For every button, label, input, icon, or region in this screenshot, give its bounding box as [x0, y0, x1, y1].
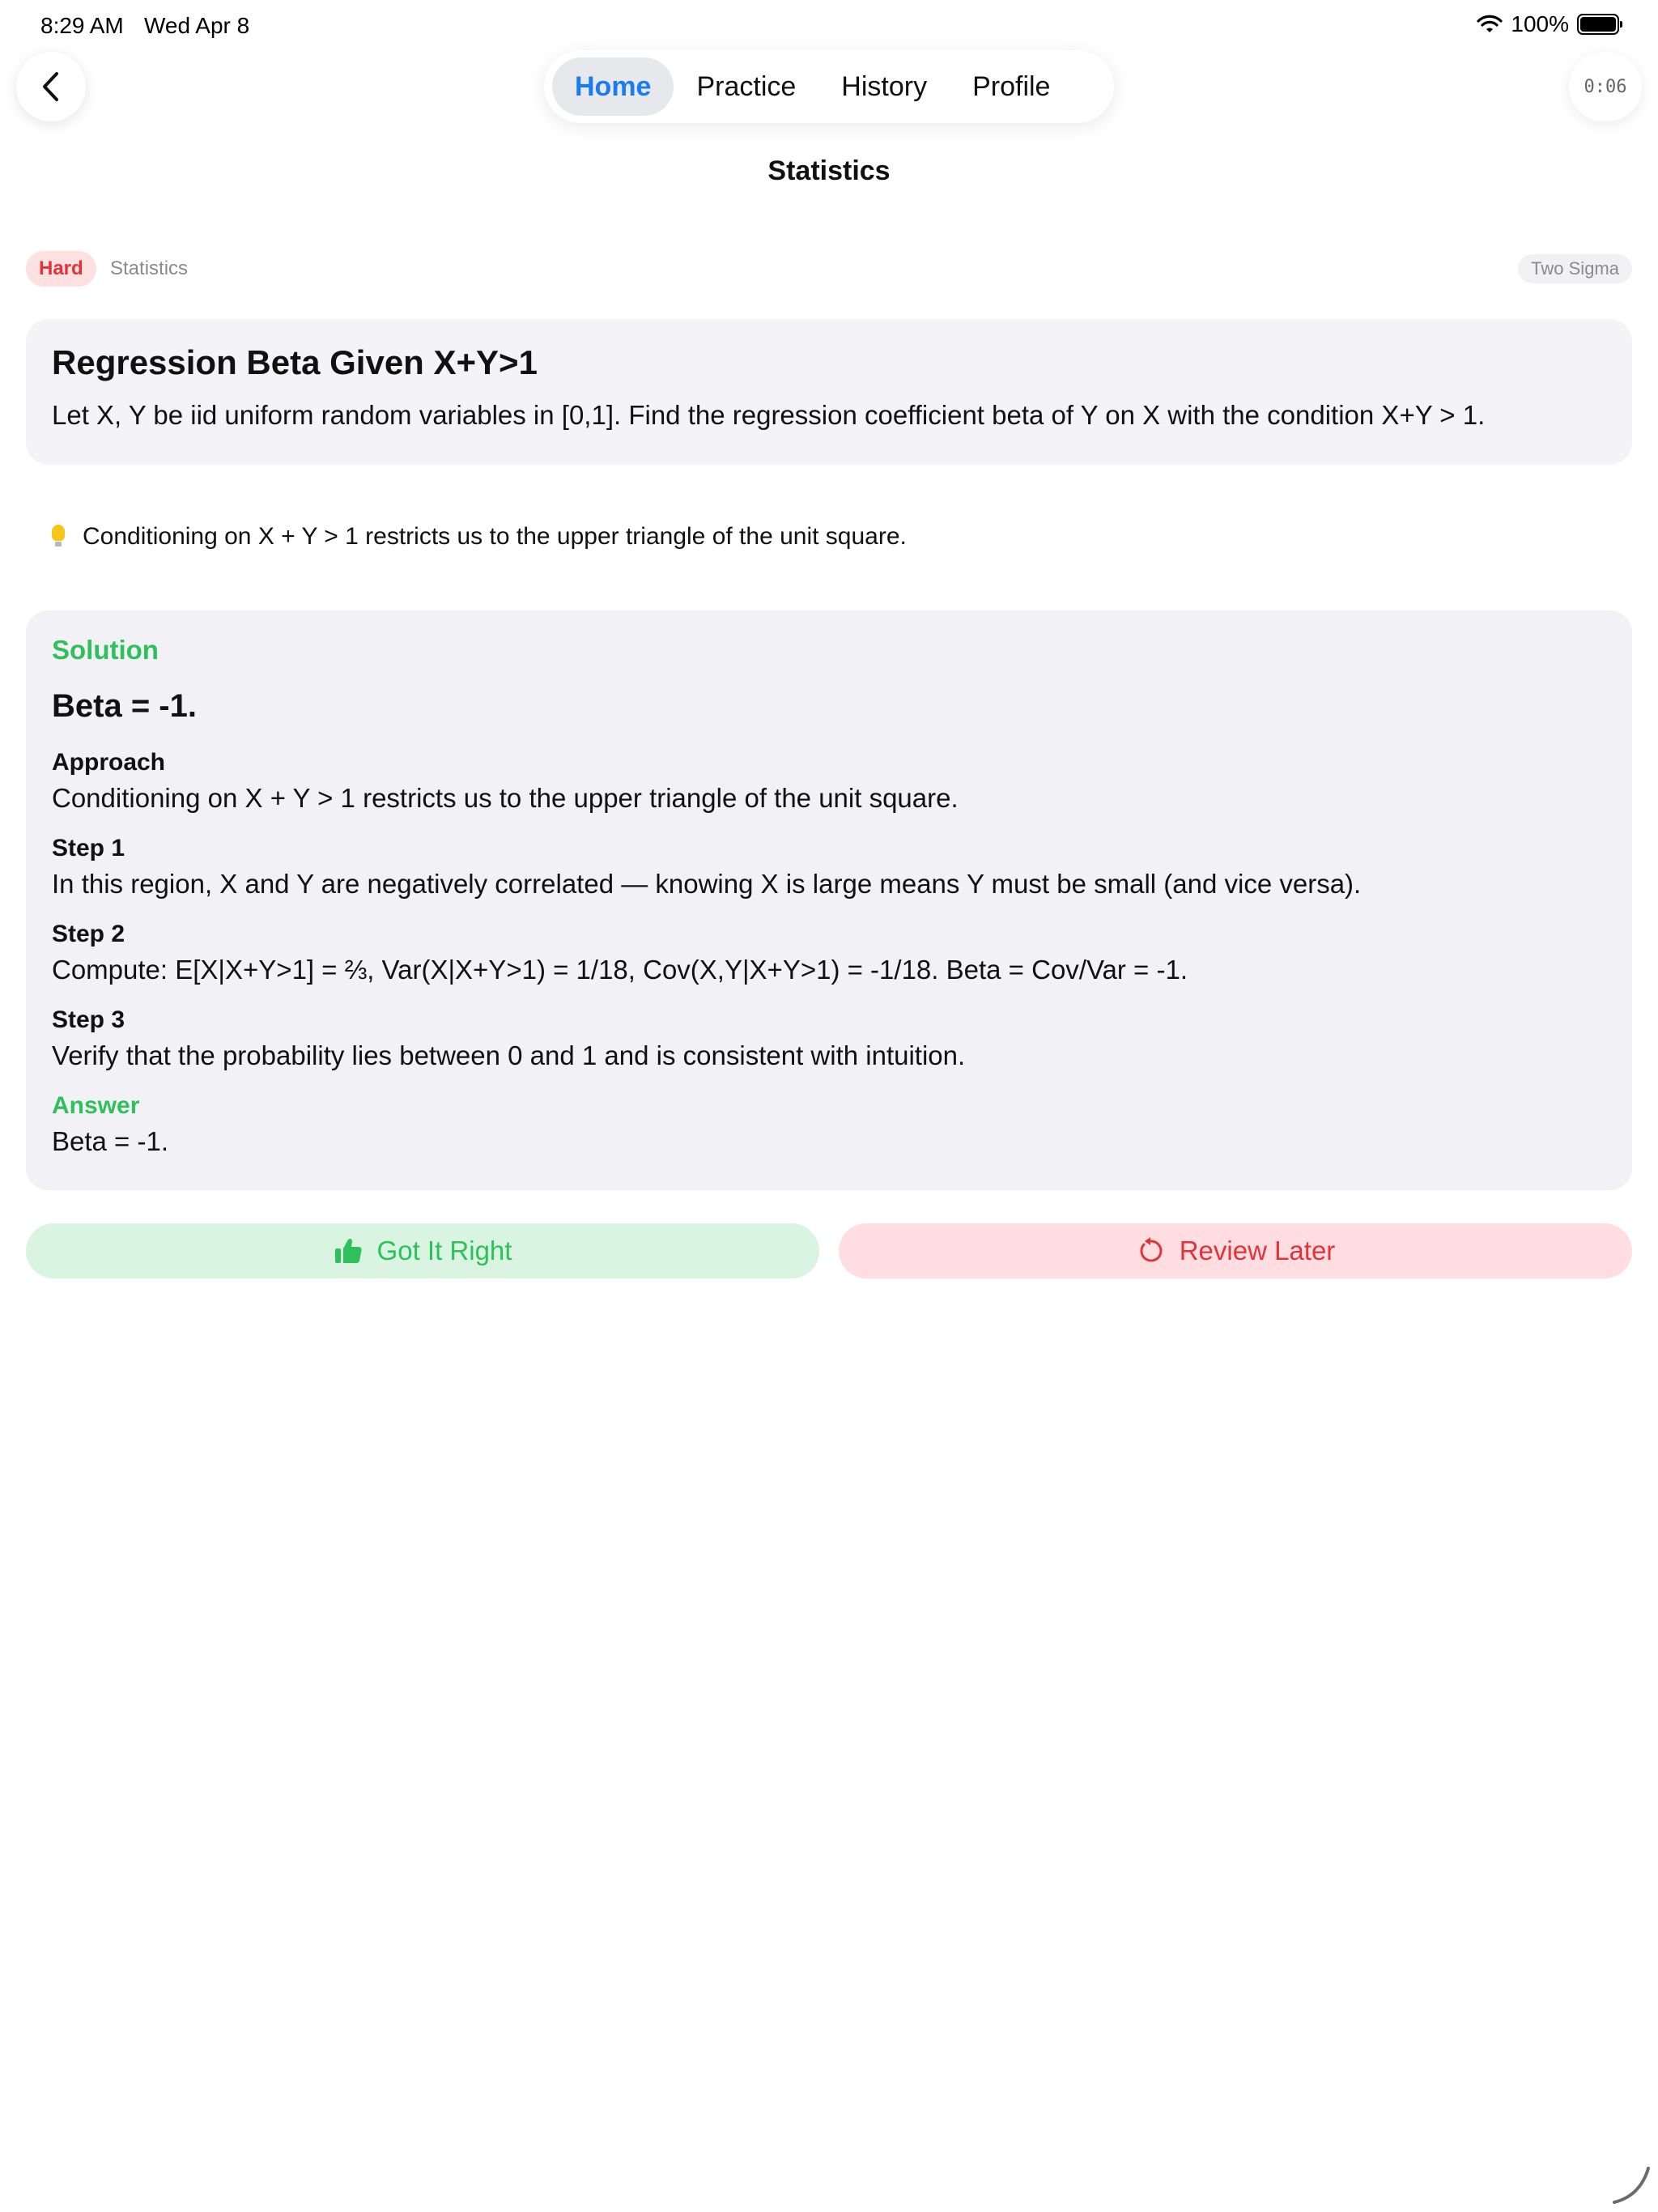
lightbulb-icon	[50, 525, 66, 549]
tab-bar	[544, 50, 1114, 123]
step-2-text: Compute: E[X|X+Y>1] = ⅔, Var(X|X+Y>1) = 1/18, Cov(X,Y|X+Y>1) = -1/18. Beta = Cov/Var = -1.	[52, 955, 1188, 985]
action-buttons	[26, 1223, 1632, 1278]
step-2-label: Step 2	[52, 921, 125, 947]
step-3-label: Step 3	[52, 1006, 125, 1033]
status-right	[1477, 11, 1619, 37]
tab-profile[interactable]: Profile	[972, 71, 1051, 102]
battery-icon	[1577, 14, 1619, 35]
question-title: Regression Beta Given X+Y>1	[52, 343, 538, 381]
page-title: Statistics	[767, 155, 891, 186]
approach-text: Conditioning on X + Y > 1 restricts us to the upper triangle of the unit square.	[52, 783, 959, 813]
thumbs-up-icon	[334, 1236, 363, 1266]
answer-label: Answer	[52, 1092, 140, 1119]
company-badge: Two Sigma	[1518, 254, 1632, 283]
got-it-right-button[interactable]	[26, 1223, 819, 1278]
got-it-right-label: Got It Right	[376, 1236, 512, 1266]
question-body: Let X, Y be iid uniform random variables in [0,1]. Find the regression coefficient beta of Y on X with the condition X+Y > 1.	[52, 400, 1486, 430]
solution-card	[26, 610, 1632, 1190]
hint-row	[50, 523, 907, 551]
battery-percent: 100%	[1511, 11, 1569, 36]
status-bar	[0, 0, 1658, 52]
arrow-counterclockwise-icon	[1136, 1236, 1165, 1266]
answer-text: Beta = -1.	[52, 1126, 169, 1156]
tab-practice[interactable]: Practice	[696, 71, 797, 102]
battery-level	[1580, 17, 1616, 32]
solution-result: Beta = -1.	[52, 688, 197, 724]
corner-handle-icon	[1605, 2159, 1653, 2207]
timer-button[interactable]: 0:06	[1569, 52, 1642, 121]
status-date: Wed Apr 8	[144, 13, 250, 38]
difficulty-badge: Hard	[26, 251, 96, 287]
hint-text: Conditioning on X + Y > 1 restricts us to the upper triangle of the unit square.	[83, 523, 907, 550]
tab-history[interactable]: History	[841, 71, 928, 102]
category-label: Statistics	[110, 257, 189, 279]
question-card	[26, 319, 1632, 465]
tag-row	[26, 251, 1632, 287]
step-1-text: In this region, X and Y are negatively correlated — knowing X is large means Y must be small (and vice versa).	[52, 869, 1362, 899]
solution-heading: Solution	[52, 635, 159, 665]
back-button[interactable]	[16, 52, 86, 121]
chevron-left-icon	[39, 70, 63, 103]
wifi-icon	[1477, 15, 1503, 34]
step-1-label: Step 1	[52, 835, 125, 861]
review-later-label: Review Later	[1179, 1236, 1336, 1266]
step-3-text: Verify that the probability lies between 0 and 1 and is consistent with intuition.	[52, 1040, 966, 1070]
review-later-button[interactable]	[839, 1223, 1632, 1278]
approach-label: Approach	[52, 749, 166, 776]
tab-home[interactable]: Home	[552, 57, 674, 116]
status-time: 8:29 AM	[40, 13, 124, 38]
